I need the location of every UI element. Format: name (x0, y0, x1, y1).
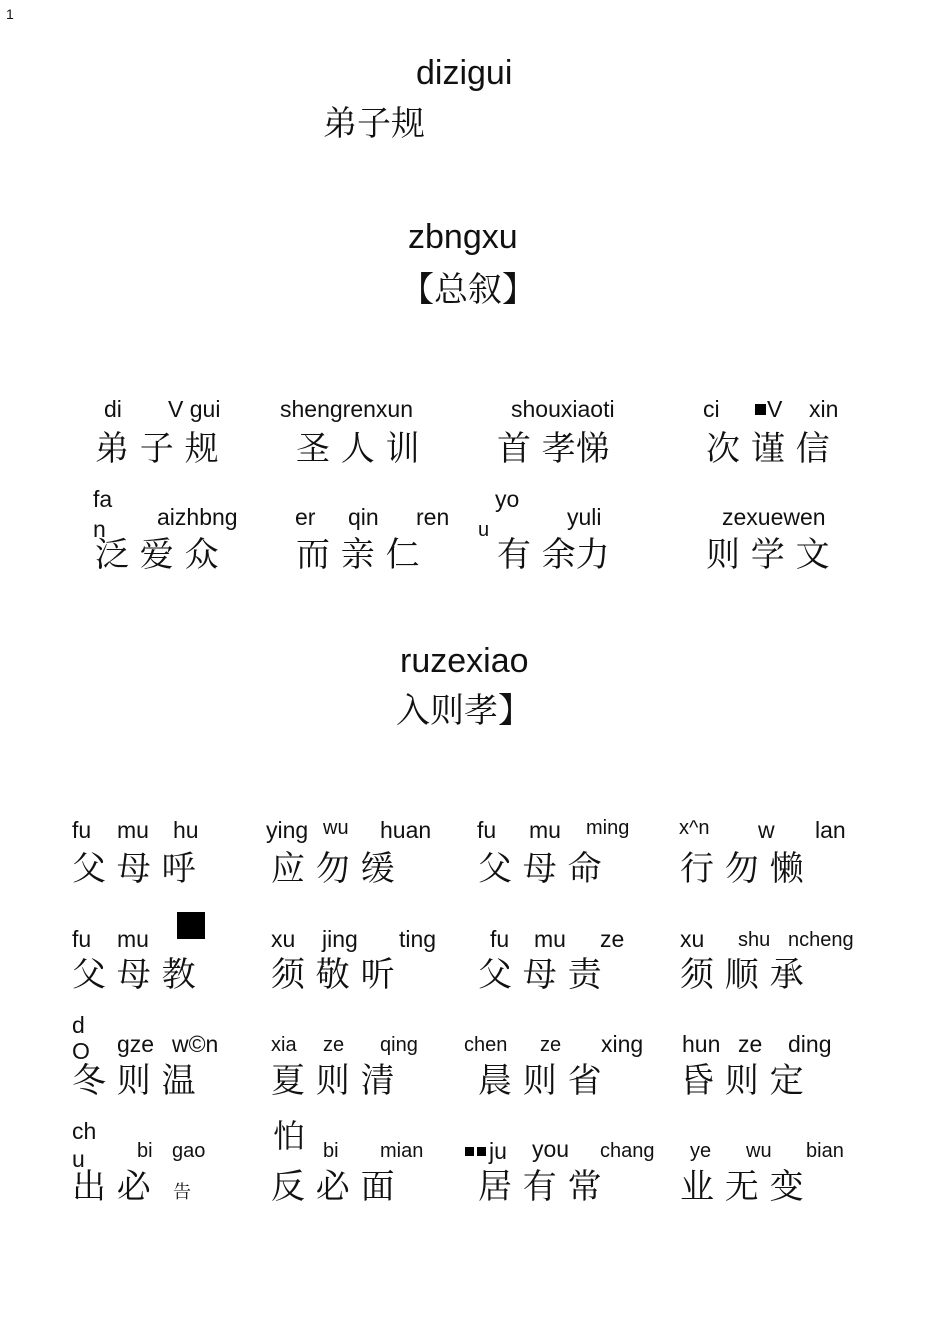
pinyin: ye (690, 1140, 712, 1162)
stray-character: 怕 (273, 1117, 306, 1155)
verse-phrase: 晨 则 省 (478, 1061, 602, 1101)
pinyin: huan (380, 817, 432, 843)
pinyin: x^n (679, 817, 710, 839)
pinyin: ju (489, 1138, 507, 1164)
pinyin: xin (809, 396, 839, 422)
pinyin: u (72, 1146, 85, 1172)
pinyin: xu (271, 926, 296, 952)
pinyin: shengrenxun (280, 396, 413, 422)
pinyin: aizhbng (157, 504, 238, 530)
pinyin: mu (117, 817, 149, 843)
pinyin: fu (490, 926, 510, 952)
glyph-placeholder (465, 1147, 474, 1156)
pinyin: xing (601, 1031, 644, 1057)
verse-phrase: 弟 子 规 (95, 429, 219, 469)
pinyin: ying (266, 817, 309, 843)
glyph-placeholder (755, 404, 766, 415)
verse-phrase: 冬 则 温 (72, 1061, 196, 1101)
section-pinyin: zbngxu (408, 218, 518, 256)
pinyin: mu (534, 926, 566, 952)
pinyin: ming (586, 817, 630, 839)
verse-phrase: 有 余力 (497, 535, 610, 575)
verse-phrase: 次 谨 信 (706, 429, 830, 469)
pinyin: V gui (168, 396, 221, 422)
verse-phrase: 行 勿 懒 (680, 849, 804, 889)
pinyin: qing (380, 1034, 418, 1056)
pinyin: gao (172, 1140, 206, 1162)
pinyin: mu (529, 817, 561, 843)
verse-phrase: 父 母 责 (478, 955, 602, 995)
verse-phrase: 居 有 常 (478, 1167, 602, 1207)
pinyin: ch (72, 1118, 97, 1144)
pinyin: w©n (172, 1031, 219, 1057)
pinyin: ze (323, 1034, 345, 1056)
title-pinyin: dizigui (416, 54, 513, 92)
section-heading: 入则孝】 (396, 691, 532, 731)
pinyin: chen (464, 1034, 508, 1056)
pinyin: di (104, 396, 122, 422)
pinyin: ze (540, 1034, 562, 1056)
verse-phrase: 圣 人 训 (296, 429, 420, 469)
pinyin: er (295, 504, 316, 530)
pinyin: you (532, 1136, 570, 1162)
pinyin: ze (600, 926, 625, 952)
pinyin: hun (682, 1031, 721, 1057)
pinyin: O (72, 1038, 90, 1064)
pinyin: jing (322, 926, 358, 952)
pinyin: zexuewen (722, 504, 826, 530)
verse-phrase: 而 亲 仁 (296, 535, 420, 575)
glyph-placeholder (477, 1147, 486, 1156)
verse-phrase: 父 母 命 (478, 849, 602, 889)
pinyin: ding (788, 1031, 832, 1057)
pinyin: mian (380, 1140, 424, 1162)
pinyin: yuli (567, 504, 602, 530)
verse-phrase: 则 学 文 (706, 535, 830, 575)
pinyin: fa (93, 486, 113, 512)
pinyin: xia (271, 1034, 297, 1056)
pinyin: lan (815, 817, 846, 843)
pinyin: u (478, 519, 490, 541)
verse-phrase: 反 必 面 (271, 1167, 395, 1207)
section-pinyin: ruzexiao (400, 642, 529, 680)
verse-phrase: 须 顺 承 (680, 955, 804, 995)
pinyin: hu (173, 817, 199, 843)
pinyin: fu (477, 817, 497, 843)
page-number: 1 (6, 6, 14, 22)
verse-phrase: 首 孝悌 (497, 429, 610, 469)
pinyin: yo (495, 486, 520, 512)
glyph-placeholder (177, 912, 205, 939)
pinyin: wu (746, 1140, 772, 1162)
verse-phrase: 夏 则 清 (271, 1061, 395, 1101)
verse-phrase: 昏 则 定 (680, 1061, 804, 1101)
pinyin: shu (738, 929, 771, 951)
verse-phrase: 父 母 呼 (72, 849, 196, 889)
pinyin: V (767, 396, 783, 422)
pinyin: shouxiaoti (511, 396, 615, 422)
verse-phrase: 业 无 变 (680, 1167, 804, 1207)
pinyin: ren (416, 504, 450, 530)
pinyin: mu (117, 926, 149, 952)
verse-phrase: 父 母 教 (72, 955, 196, 995)
verse-phrase: 告 (173, 1182, 191, 1203)
pinyin: chang (600, 1140, 655, 1162)
pinyin: d (72, 1012, 85, 1038)
pinyin: xu (680, 926, 705, 952)
pinyin: ci (703, 396, 720, 422)
pinyin: bi (137, 1140, 153, 1162)
pinyin: gze (117, 1031, 155, 1057)
verse-phrase: 应 勿 缓 (271, 849, 395, 889)
verse-phrase: 须 敬 听 (271, 955, 395, 995)
verse-phrase: 出 必 (72, 1167, 151, 1207)
pinyin: bi (323, 1140, 339, 1162)
verse-phrase: 泛 爱 众 (95, 535, 219, 575)
pinyin: w (758, 817, 775, 843)
pinyin: ting (399, 926, 437, 952)
pinyin: bian (806, 1140, 844, 1162)
pinyin: fu (72, 926, 92, 952)
pinyin: n (93, 516, 106, 542)
pinyin: wu (323, 817, 349, 839)
pinyin: qin (348, 504, 379, 530)
pinyin: fu (72, 817, 92, 843)
pinyin: ze (738, 1031, 763, 1057)
title-hanzi: 弟子规 (323, 104, 425, 144)
pinyin: ncheng (788, 929, 854, 951)
section-heading: 【总叙】 (400, 270, 536, 310)
